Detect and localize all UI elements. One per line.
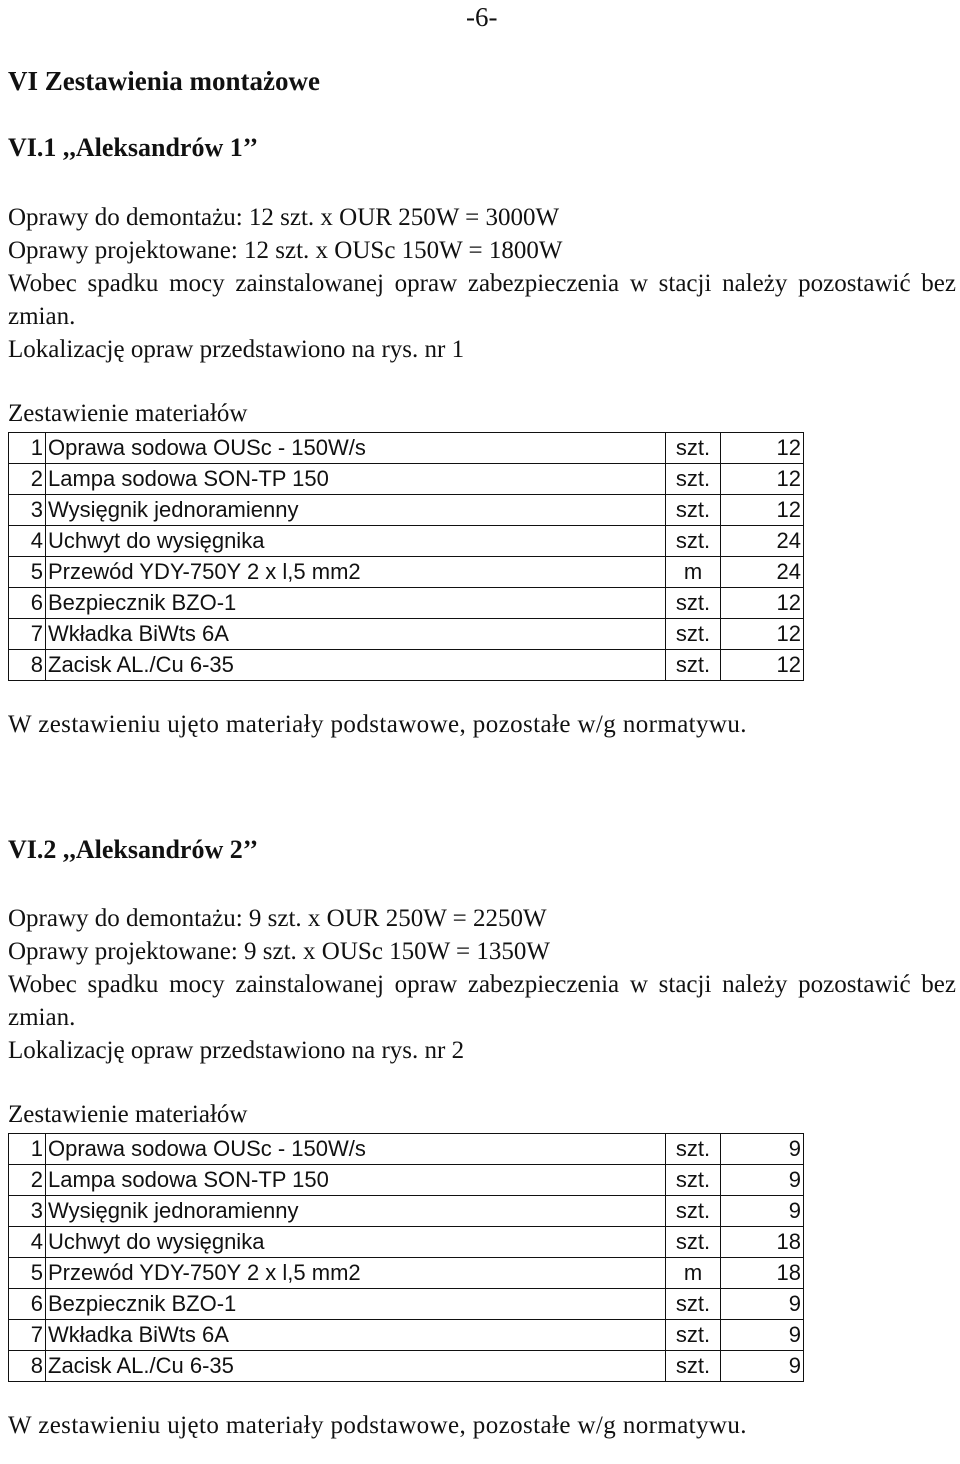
- row-unit: szt.: [666, 1351, 721, 1382]
- section-aleksandrow-1: [8, 132, 956, 741]
- protection-note: Wobec spadku mocy zainstalowanej opraw zabezpieczenia w stacji należy pozostawić bez zmian.: [8, 270, 956, 330]
- table-row: [9, 557, 804, 588]
- row-name: Oprawa sodowa OUSc - 150W/s: [46, 433, 666, 464]
- materials-note: W zestawieniu ujęto materiały podstawowe, pozostałe w/g normatywu.: [8, 711, 747, 738]
- location-line: Lokalizację opraw przedstawiono na rys. nr 2: [8, 1037, 465, 1064]
- row-unit: szt.: [666, 1196, 721, 1227]
- table-row: [9, 1227, 804, 1258]
- table-row: [9, 1320, 804, 1351]
- row-qty: 24: [721, 526, 804, 557]
- row-lp: 5: [9, 1258, 46, 1289]
- row-name: Przewód YDY-750Y 2 x l,5 mm2: [46, 1258, 666, 1289]
- row-qty: 9: [721, 1289, 804, 1320]
- row-qty: 9: [721, 1165, 804, 1196]
- row-qty: 9: [721, 1320, 804, 1351]
- table-row: [9, 619, 804, 650]
- row-lp: 6: [9, 1289, 46, 1320]
- row-unit: m: [666, 1258, 721, 1289]
- section-title: VI.1 ,,Aleksandrów 1’’: [8, 133, 259, 162]
- row-unit: szt.: [666, 433, 721, 464]
- row-unit: szt.: [666, 526, 721, 557]
- row-unit: szt.: [666, 588, 721, 619]
- row-lp: 5: [9, 557, 46, 588]
- row-unit: szt.: [666, 1289, 721, 1320]
- row-qty: 24: [721, 557, 804, 588]
- row-lp: 7: [9, 619, 46, 650]
- row-lp: 2: [9, 1165, 46, 1196]
- chapter-title: VI Zestawienia montażowe: [8, 66, 320, 96]
- row-qty: 12: [721, 464, 804, 495]
- row-unit: szt.: [666, 619, 721, 650]
- row-name: Wysięgnik jednoramienny: [46, 495, 666, 526]
- table-row: [9, 650, 804, 681]
- materials-note: W zestawieniu ujęto materiały podstawowe, pozostałe w/g normatywu.: [8, 1412, 747, 1439]
- location-line: Lokalizację opraw przedstawiono na rys. nr 1: [8, 336, 465, 363]
- row-unit: szt.: [666, 495, 721, 526]
- section-title: VI.2 ,,Aleksandrów 2’’: [8, 835, 259, 864]
- row-name: Przewód YDY-750Y 2 x l,5 mm2: [46, 557, 666, 588]
- table-row: [9, 1196, 804, 1227]
- page-number: -6-: [466, 2, 498, 32]
- row-name: Bezpiecznik BZO-1: [46, 588, 666, 619]
- materials-table: [8, 1133, 804, 1382]
- table-row: [9, 588, 804, 619]
- row-name: Wysięgnik jednoramienny: [46, 1196, 666, 1227]
- row-lp: 1: [9, 433, 46, 464]
- row-qty: 18: [721, 1258, 804, 1289]
- row-name: Bezpiecznik BZO-1: [46, 1289, 666, 1320]
- row-lp: 8: [9, 650, 46, 681]
- row-qty: 12: [721, 588, 804, 619]
- row-name: Uchwyt do wysięgnika: [46, 1227, 666, 1258]
- table-row: [9, 1351, 804, 1382]
- table-row: [9, 526, 804, 557]
- table-row: [9, 1165, 804, 1196]
- materials-heading: Zestawienie materiałów: [8, 400, 248, 427]
- row-qty: 9: [721, 1196, 804, 1227]
- row-lp: 3: [9, 495, 46, 526]
- row-lp: 1: [9, 1134, 46, 1165]
- row-unit: szt.: [666, 1134, 721, 1165]
- table-row: [9, 495, 804, 526]
- row-name: Lampa sodowa SON-TP 150: [46, 464, 666, 495]
- row-qty: 12: [721, 619, 804, 650]
- demontage-line: Oprawy do demontażu: 12 szt. x OUR 250W = 3000W: [8, 204, 560, 231]
- demontage-line: Oprawy do demontażu: 9 szt. x OUR 250W = 2250W: [8, 905, 547, 932]
- row-qty: 12: [721, 433, 804, 464]
- row-unit: szt.: [666, 1165, 721, 1196]
- protection-note: Wobec spadku mocy zainstalowanej opraw zabezpieczenia w stacji należy pozostawić bez zmian.: [8, 971, 956, 1031]
- row-unit: szt.: [666, 1227, 721, 1258]
- materials-heading: Zestawienie materiałów: [8, 1101, 248, 1128]
- table-row: [9, 433, 804, 464]
- row-name: Zacisk AL./Cu 6-35: [46, 1351, 666, 1382]
- row-qty: 9: [721, 1351, 804, 1382]
- row-qty: 18: [721, 1227, 804, 1258]
- projected-line: Oprawy projektowane: 9 szt. x OUSc 150W = 1350W: [8, 938, 551, 965]
- row-unit: m: [666, 557, 721, 588]
- row-lp: 3: [9, 1196, 46, 1227]
- row-unit: szt.: [666, 464, 721, 495]
- row-unit: szt.: [666, 650, 721, 681]
- row-lp: 6: [9, 588, 46, 619]
- row-name: Zacisk AL./Cu 6-35: [46, 650, 666, 681]
- row-name: Wkładka BiWts 6A: [46, 619, 666, 650]
- table-row: [9, 1258, 804, 1289]
- row-lp: 4: [9, 526, 46, 557]
- row-unit: szt.: [666, 1320, 721, 1351]
- row-qty: 12: [721, 495, 804, 526]
- table-row: [9, 1289, 804, 1320]
- row-lp: 7: [9, 1320, 46, 1351]
- table-row: [9, 1134, 804, 1165]
- section-aleksandrow-2: [8, 834, 956, 1442]
- row-name: Wkładka BiWts 6A: [46, 1320, 666, 1351]
- row-lp: 8: [9, 1351, 46, 1382]
- row-name: Uchwyt do wysięgnika: [46, 526, 666, 557]
- row-qty: 9: [721, 1134, 804, 1165]
- row-lp: 4: [9, 1227, 46, 1258]
- row-lp: 2: [9, 464, 46, 495]
- projected-line: Oprawy projektowane: 12 szt. x OUSc 150W = 1800W: [8, 237, 563, 264]
- table-row: [9, 464, 804, 495]
- row-qty: 12: [721, 650, 804, 681]
- row-name: Lampa sodowa SON-TP 150: [46, 1165, 666, 1196]
- row-name: Oprawa sodowa OUSc - 150W/s: [46, 1134, 666, 1165]
- materials-table: [8, 432, 804, 681]
